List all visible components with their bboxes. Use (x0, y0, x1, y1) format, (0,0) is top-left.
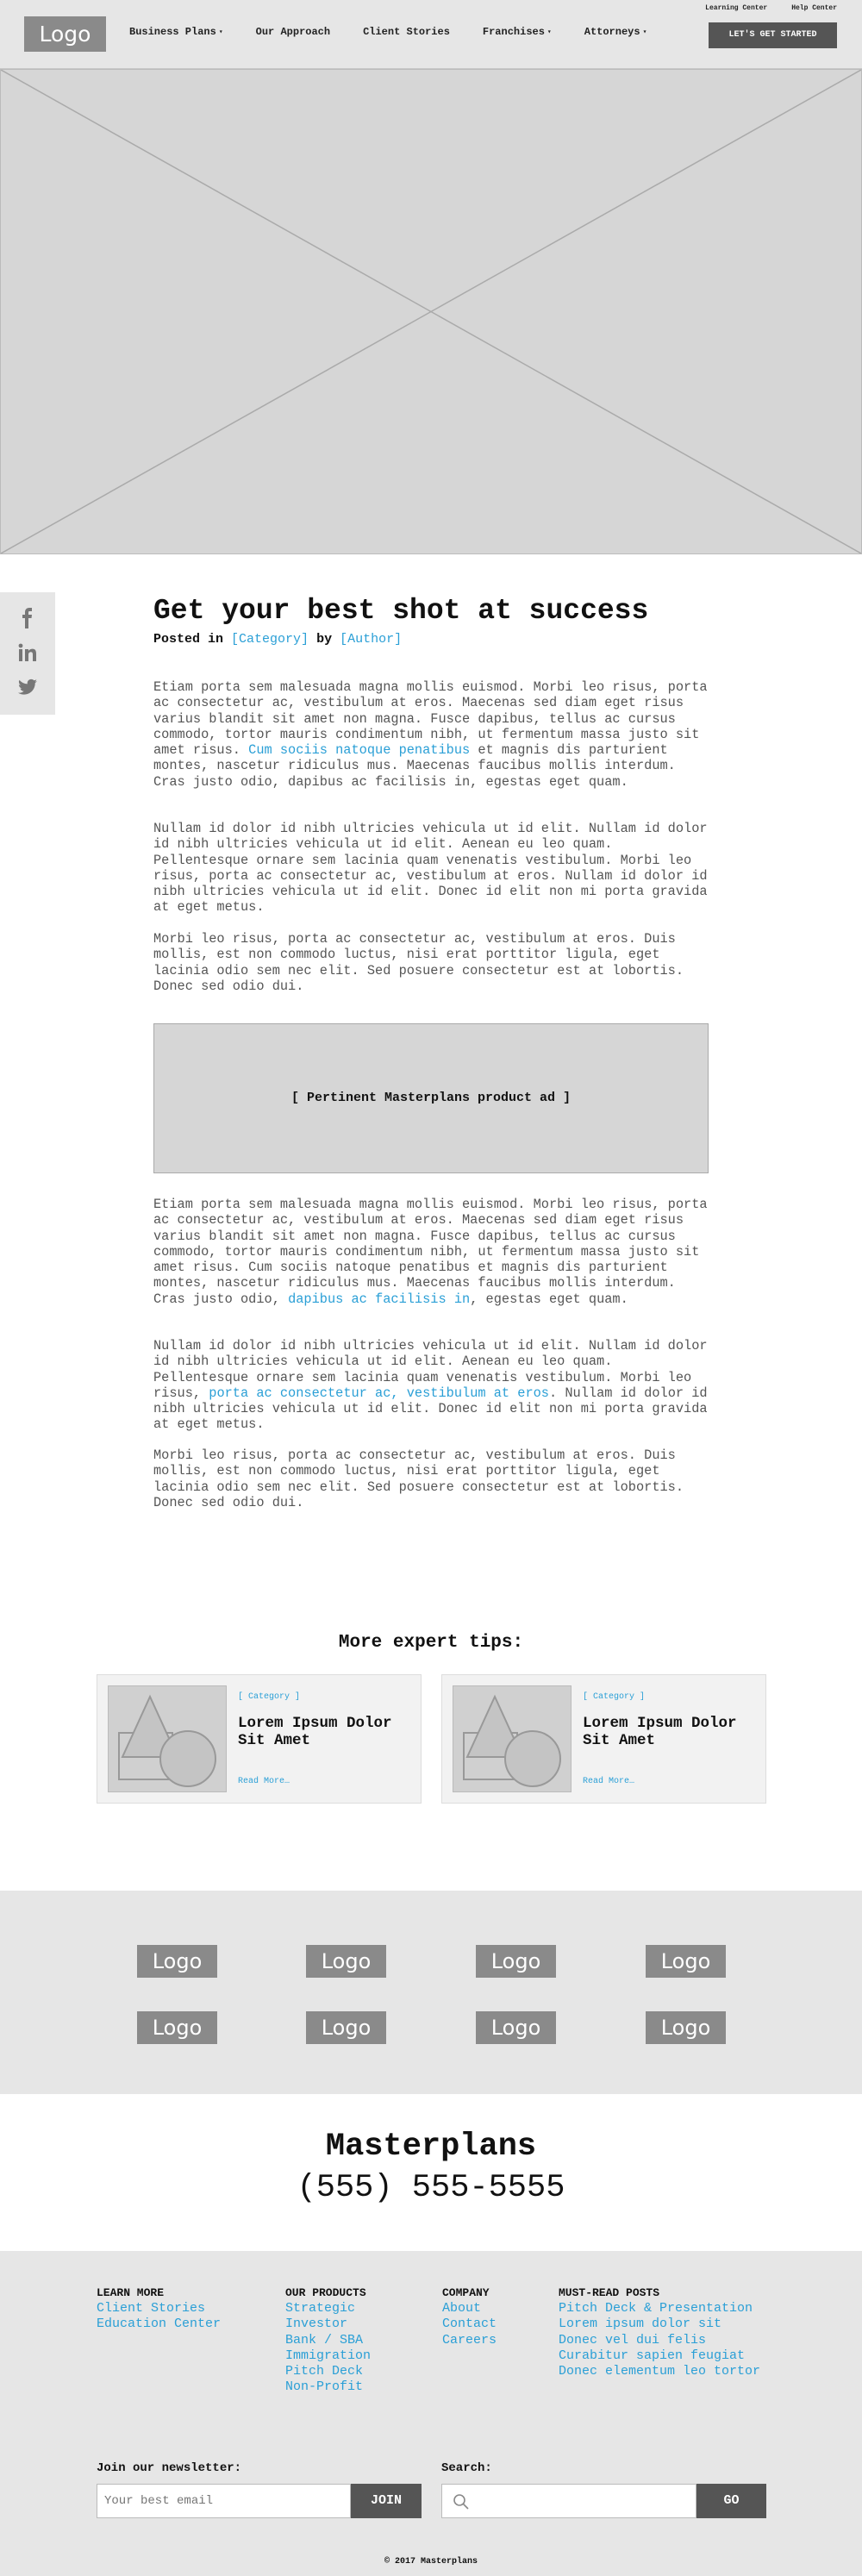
tip-card[interactable] (441, 1674, 766, 1804)
partner-logo: Logo (646, 1945, 726, 1978)
footer-link[interactable]: Pitch Deck (285, 2364, 364, 2379)
chevron-down-icon: ▾ (642, 28, 647, 36)
read-more-link[interactable]: Read More… (238, 1777, 290, 1786)
partner-logo: Logo (646, 2011, 726, 2044)
footer-link[interactable]: Donec vel dui felis (559, 2332, 707, 2348)
partner-logo: Logo (306, 2011, 386, 2044)
footer-link[interactable]: Careers (442, 2332, 497, 2348)
hero-image-placeholder (0, 69, 862, 554)
nav-client-stories[interactable]: Client Stories (363, 26, 450, 38)
footer-link[interactable]: Lorem ipsum dolor sit (559, 2317, 722, 2332)
footer-link[interactable]: Client Stories (97, 2301, 206, 2316)
nav-business-plans[interactable]: Business Plans ▾ (129, 26, 223, 38)
tip-card[interactable] (97, 1674, 422, 1804)
article-byline: Posted in [Category] by [Author] (153, 632, 403, 647)
inline-link[interactable]: dapibus ac facilisis in (288, 1291, 471, 1307)
footer-link[interactable]: Contact (442, 2317, 497, 2332)
article-paragraph: Nullam id dolor id nibh ultricies vehicula ut id elit. Nullam id dolor id nibh ultricies vehicula ut id elit. Aenean eu leo quam. Pellentesque ornare sem lacinia quam venenatis vestibulum. Morbi leo risus, porta ac consectetur ac, vestibulum at eros. Nullam id dolor id nibh ultricies vehicula ut id elit. Donec id elit non mi porta gravida at eget metus. (153, 821, 708, 916)
thumbnail-image-icon (108, 1685, 227, 1792)
help-center-link[interactable]: Help Center (791, 4, 837, 12)
search-icon (453, 2493, 470, 2510)
brand-name: Masterplans (325, 2129, 537, 2165)
newsletter-label: Join our newsletter: (97, 2461, 242, 2475)
share-bar (0, 592, 55, 715)
nav-our-approach[interactable]: Our Approach (255, 26, 331, 38)
article-paragraph: Etiam porta sem malesuada magna mollis euismod. Morbi leo risus, porta ac consectetur ac, vestibulum at eros. Maecenas sed diam eget risus varius blandit sit amet non magna. Fusce dapibus, tellus ac cursus commodo, tortor mauris condimentum nibh, ut fermentum massa justo sit amet risus. Cum sociis natoque penatibus et magnis dis parturient montes, nascetur ridiculus mus. Maecenas faucibus mollis interdum. Cras justo odio, dapibus ac facilisis in, egestas eget quam. (153, 679, 708, 790)
partner-logo: Logo (137, 2011, 217, 2044)
category-link[interactable]: [Category] (231, 632, 309, 647)
partner-logo: Logo (306, 1945, 386, 1978)
site-header (0, 0, 862, 69)
footer-heading: LEARN MORE (97, 2286, 165, 2299)
learning-center-link[interactable]: Learning Center (705, 4, 768, 12)
newsletter-email-input[interactable] (97, 2484, 351, 2518)
search-label: Search: (441, 2461, 492, 2475)
footer-link[interactable]: Curabitur sapien feugiat (559, 2348, 746, 2363)
linkedin-icon[interactable] (17, 642, 38, 663)
partner-logo: Logo (476, 1945, 556, 1978)
ad-label: [ Pertinent Masterplans product ad ] (290, 1091, 572, 1105)
footer-heading: OUR PRODUCTS (285, 2286, 366, 2299)
footer-link[interactable]: About (442, 2301, 482, 2316)
footer-posts (559, 2285, 760, 2379)
go-button[interactable]: GO (696, 2484, 766, 2518)
tip-title[interactable]: Lorem Ipsum Dolor Sit Amet (583, 1715, 737, 1749)
footer-learn-more (97, 2285, 221, 2333)
footer-link[interactable]: Investor (285, 2317, 348, 2332)
site-logo[interactable]: Logo (24, 16, 106, 52)
get-started-button[interactable]: LET'S GET STARTED (709, 22, 837, 48)
nav-franchises[interactable]: Franchises ▾ (482, 26, 552, 38)
join-button[interactable]: JOIN (351, 2484, 422, 2518)
copyright: © 2017 Masterplans (384, 2557, 478, 2567)
chevron-down-icon: ▾ (218, 28, 223, 36)
author-link[interactable]: [Author] (340, 632, 403, 647)
inline-link[interactable]: Cum sociis natoque penatibus (248, 742, 471, 759)
footer-heading: COMPANY (442, 2286, 490, 2299)
partner-logo: Logo (137, 1945, 217, 1978)
facebook-icon[interactable] (17, 608, 38, 628)
tip-category[interactable]: [ Category ] (238, 1692, 301, 1702)
article-title: Get your best shot at success (153, 595, 649, 627)
search-input[interactable] (441, 2484, 696, 2518)
footer-company (442, 2285, 497, 2348)
tip-title[interactable]: Lorem Ipsum Dolor Sit Amet (238, 1715, 392, 1749)
footer-link[interactable]: Education Center (97, 2317, 222, 2332)
utility-nav (705, 4, 837, 12)
footer-heading: MUST-READ POSTS (559, 2286, 660, 2299)
article-paragraph: Etiam porta sem malesuada magna mollis euismod. Morbi leo risus, porta ac consectetur ac, vestibulum at eros. Maecenas sed diam eget risus varius blandit sit amet non magna. Fusce dapibus, tellus ac cursus commodo, tortor mauris condimentum nibh, ut fermentum massa justo sit amet risus. Cum sociis natoque penatibus et magnis dis parturient montes, nascetur ridiculus mus. Maecenas faucibus mollis interdum. Cras justo odio, dapibus ac facilisis in, egestas eget quam. (153, 1197, 708, 1307)
phone-number[interactable]: (555) 555-5555 (297, 2170, 565, 2206)
inline-link[interactable]: porta ac consectetur ac, vestibulum at eros (209, 1385, 549, 1401)
main-nav (129, 26, 679, 38)
footer-link[interactable]: Donec elementum leo tortor (559, 2364, 761, 2379)
chevron-down-icon: ▾ (547, 28, 552, 36)
partner-logo: Logo (476, 2011, 556, 2044)
footer-link[interactable]: Bank / SBA (285, 2332, 364, 2348)
footer-link[interactable]: Pitch Deck & Presentation (559, 2301, 753, 2316)
site-footer (0, 2251, 862, 2576)
tips-heading: More expert tips: (338, 1633, 524, 1653)
footer-link[interactable]: Non-Profit (285, 2379, 364, 2395)
tip-category[interactable]: [ Category ] (583, 1692, 646, 1702)
footer-link[interactable]: Strategic (285, 2301, 356, 2316)
read-more-link[interactable]: Read More… (583, 1777, 635, 1786)
article-paragraph: Morbi leo risus, porta ac consectetur ac, vestibulum at eros. Duis mollis, est non commodo luctus, nisi erat porttitor ligula, eget lacinia odio sem nec elit. Sed posuere consectetur est at lobortis. Donec sed odio dui. (153, 1447, 684, 1510)
twitter-icon[interactable] (17, 677, 38, 697)
partner-logos (0, 1891, 862, 2094)
article-paragraph: Morbi leo risus, porta ac consectetur ac, vestibulum at eros. Duis mollis, est non commodo luctus, nisi erat porttitor ligula, eget lacinia odio sem nec elit. Sed posuere consectetur est at lobortis. Donec sed odio dui. (153, 931, 684, 994)
footer-link[interactable]: Immigration (285, 2348, 372, 2363)
article-paragraph: Nullam id dolor id nibh ultricies vehicula ut id elit. Nullam id dolor id nibh ultricies vehicula ut id elit. Aenean eu leo quam. Pellentesque ornare sem lacinia quam venenatis vestibulum. Morbi leo risus, porta ac consectetur ac, vestibulum at eros. Nullam id dolor id nibh ultricies vehicula ut id elit. Donec id elit non mi porta gravida at eget metus. (153, 1338, 708, 1433)
footer-products (285, 2285, 371, 2396)
thumbnail-image-icon (453, 1685, 572, 1792)
product-ad-placeholder[interactable] (153, 1023, 709, 1173)
nav-attorneys[interactable]: Attorneys ▾ (584, 26, 647, 38)
